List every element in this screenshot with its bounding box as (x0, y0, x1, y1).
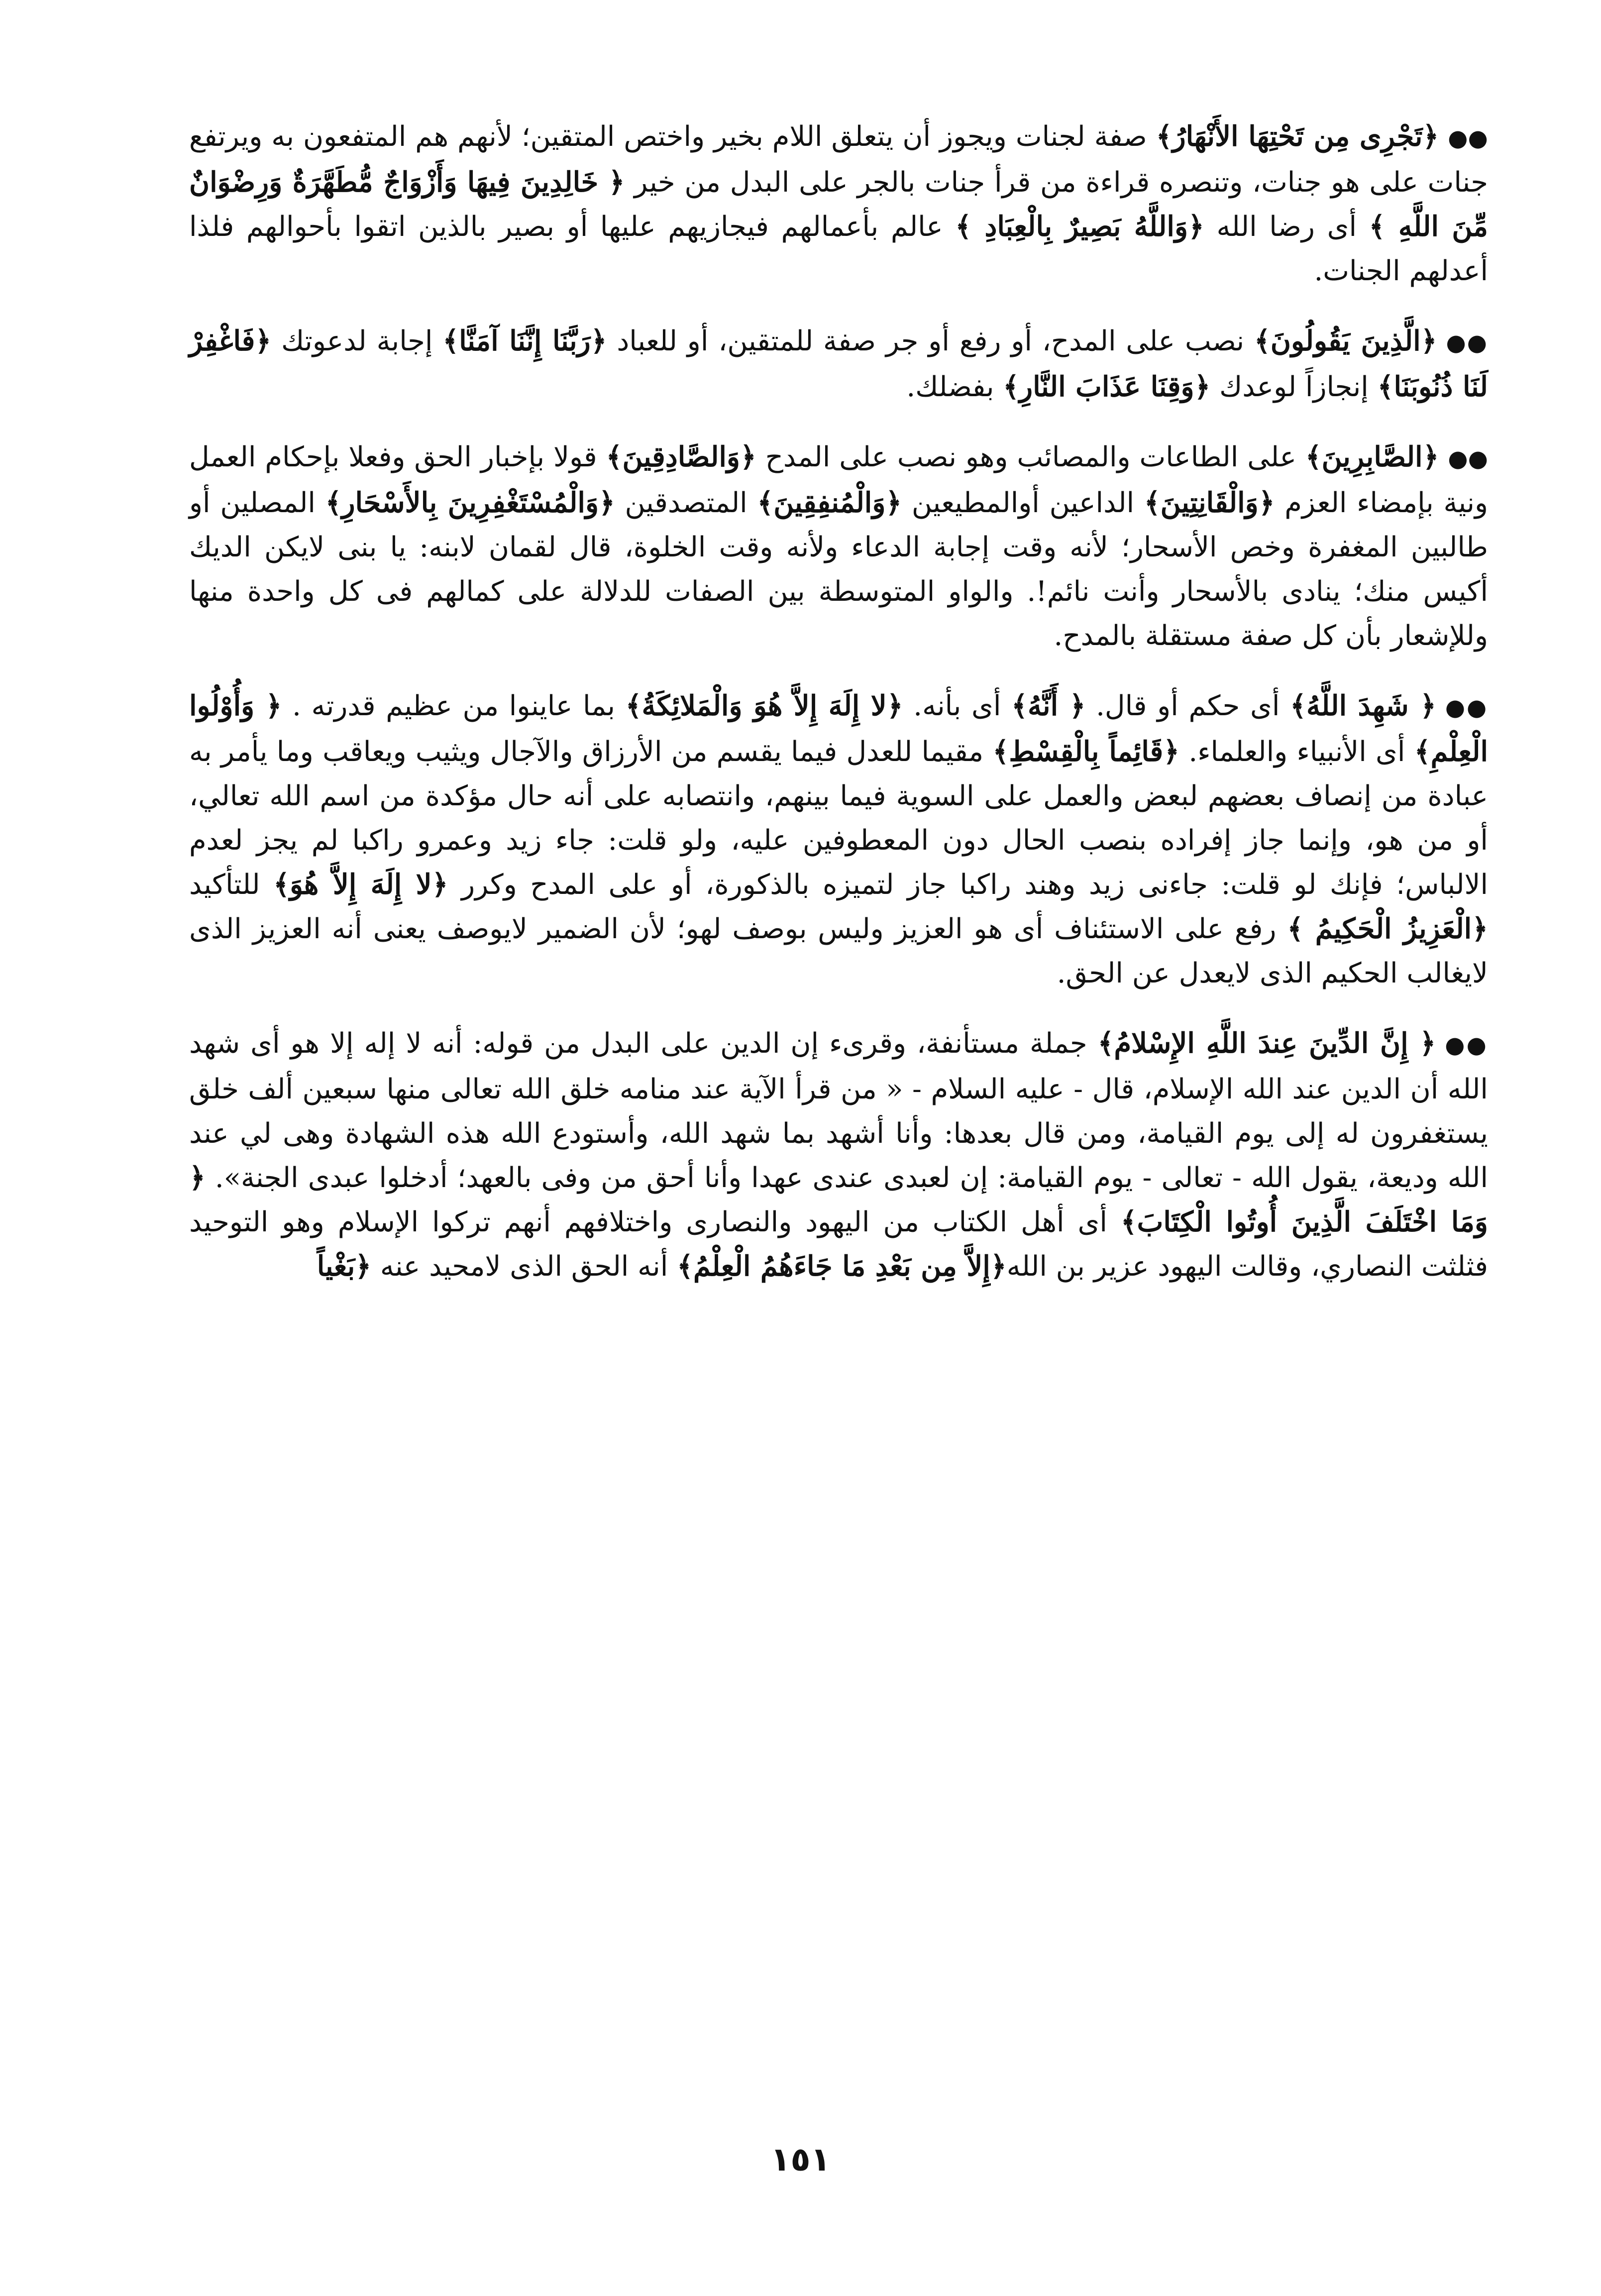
quran-verse: ﴿ شَهِدَ اللَّهُ﴾ (1290, 689, 1436, 722)
quran-verse: ﴿لا إِلَهَ إِلاَّ هُوَ﴾ (273, 868, 448, 901)
quran-verse: ﴿ وَمَا اخْتَلَفَ الَّذِينَ أُوتُوا الْكِتَابَ﴾ (189, 1161, 1488, 1238)
commentary-text: أى أهل الكتاب من اليهود والنصارى واختلافهم أنهم تركوا الإسلام وهو التوحيد فثلثت النصاري، وقالت اليهود عزير بن الله (189, 1206, 1488, 1283)
quran-verse: ﴿وَالْمُنفِقِينَ﴾ (757, 486, 902, 519)
bullet-marker: ●● (1448, 124, 1488, 151)
commentary-text: صفة لجنات ويجوز أن يتعلق اللام بخير واختص المتقين؛ لأنهم هم المتفعون به ويرتفع جنات على هو جنات، وتنصره قراءة من قرأ جنات بالجر على البدل من خير (189, 120, 1488, 199)
paragraph-5 (189, 1021, 1488, 1289)
paragraph-3 (189, 435, 1488, 658)
commentary-text: الداعين أوالمطيعين (902, 487, 1144, 519)
quran-verse: ﴿الْعَزِيزُ الْحَكِيمُ ﴾ (1287, 912, 1489, 945)
bullet-marker: ●● (1445, 694, 1489, 721)
quran-verse: ﴿فَاغْفِرْ لَنَا ذُنُوبَنَا﴾ (189, 325, 1488, 403)
commentary-text: المصلين أو طالبين المغفرة وخص الأسحار؛ لأنه وقت إجابة الدعاء ولأنه وقت الخلوة، قال لقمان لابنه: يا بنى لايكن الديك أكيس منك؛ ينادى بالأسحار وأنت نائم!. والواو المتوسطة بين الصفات للدلالة على كمالهم فى كل واحدة منها وللإشعار بأن كل صفة مستقلة بالمدح. (189, 487, 1488, 652)
commentary-text: أى حكم أو قال. (1085, 690, 1290, 722)
paragraph-2 (189, 319, 1488, 409)
quran-verse: ﴿قَائِماً بِالْقِسْطِ﴾ (992, 735, 1180, 768)
commentary-text: أى الأنبياء والعلماء. (1179, 736, 1414, 768)
bullet-marker: ●● (1446, 329, 1489, 356)
commentary-text: إجابة لدعوتك (271, 325, 443, 357)
commentary-text: على الطاعات والمصائب وهو نصب على المدح (756, 441, 1305, 473)
commentary-text: أى رضا الله (1204, 211, 1369, 243)
commentary-text: بفضلك. (906, 371, 1003, 403)
quran-verse: ﴿ إِنَّ الدِّينَ عِندَ اللَّهِ الإِسْلامُ﴾ (1097, 1027, 1436, 1060)
commentary-text: للتأكيد (189, 869, 274, 901)
quran-verse: ﴿وَالصَّادِقِينَ﴾ (606, 440, 756, 473)
quran-verse: ﴿الصَّابِرِينَ﴾ (1305, 440, 1439, 473)
commentary-text: أى بأنه. (903, 690, 1012, 722)
bullet-marker: ●● (1448, 445, 1488, 472)
quran-verse: ﴿وَالْقَانِتِينَ﴾ (1144, 486, 1275, 519)
quran-verse: ﴿إِلاَّ مِن بَعْدِ مَا جَاءَهُمُ الْعِلْمُ﴾ (677, 1250, 1007, 1283)
quran-verse: ﴿الَّذِينَ يَقُولُونَ﴾ (1254, 325, 1437, 357)
paragraph-4 (189, 684, 1488, 995)
commentary-text: نصب على المدح، أو رفع أو جر صفة للمتقين، أو للعباد (607, 325, 1255, 357)
commentary-text: رفع على الاستئناف أى هو العزيز وليس بوصف لهو؛ لأن الضمير لايوصف يعنى أنه العزيز الذى لايغالب الحكيم الذى لايعدل عن الحق. (189, 913, 1488, 989)
quran-verse: ﴿رَبَّنَا إِنَّنَا آمَنَّا﴾ (442, 325, 607, 357)
commentary-text: إنجازاً لوعدك (1210, 371, 1378, 403)
quran-verse: ﴿بَغْياً (317, 1250, 372, 1283)
quran-verse: ﴿وَقِنَا عَذَابَ النَّارِ﴾ (1003, 370, 1211, 403)
bullet-marker: ●● (1445, 1031, 1488, 1058)
page-body (189, 114, 1488, 1289)
quran-verse: ﴿ خَالِدِينَ فِيهَا وَأَزْوَاجٌ مُّطَهَّرَةٌ وَرِضْوَانٌ مِّنَ اللَّهِ ﴾ (189, 166, 1488, 243)
quran-verse: ﴿لا إِلَهَ إِلاَّ هُوَ وَالْمَلائِكَةُ﴾ (625, 689, 903, 722)
commentary-text: مقيما للعدل فيما يقسم من الأرزاق والآجال ويثيب ويعاقب وما يأمر به عبادة من إنصاف بعضهم لبعض والعمل على السوية فيما بينهم، وانتصابه على أنه حال مؤكدة من اسم الله تعالي، أو من هو، وإنما جاز إفراده بنصب الحال دون المعطوفين عليه، ولو قلت: جاء زيد وعمرو راكبا لم يجز لعدم الالباس؛ فإنك لو قلت: جاءنى زيد وهند راكبا جاز لتميزه بالذكورة، أو على المدح وكرر (189, 736, 1488, 901)
commentary-text: أنه الحق الذى لامحيد عنه (371, 1250, 677, 1283)
quran-verse: ﴿ وَأُوْلُوا الْعِلْمِ﴾ (189, 689, 1489, 768)
commentary-text: بما عاينوا من عظيم قدرته . (282, 690, 626, 722)
quran-verse: ﴿وَالْمُسْتَغْفِرِينَ بِالأَسْحَارِ﴾ (325, 486, 615, 519)
quran-verse: ﴿وَاللَّهُ بَصِيرٌ بِالْعِبَادِ ﴾ (955, 210, 1204, 243)
commentary-text: عالم بأعمالهم فيجازيهم عليها أو بصير بالذين اتقوا بأحوالهم فلذا أعدلهم الجنات. (189, 211, 1488, 287)
commentary-text: المتصدقين (615, 487, 757, 519)
paragraph-1 (189, 114, 1488, 293)
page-number: ١٥١ (770, 2140, 831, 2179)
quran-verse: ﴿ أَنَّهُ﴾ (1011, 689, 1086, 722)
commentary-text: قولا بإخبار الحق وفعلا بإحكام العمل ونية بإمضاء العزم (189, 441, 1489, 519)
quran-verse: ﴿تَجْرِى مِن تَحْتِهَا الأَنْهَارُ﴾ (1156, 120, 1439, 153)
commentary-text: جملة مستأنفة، وقرىء إن الدين على البدل من قوله: أنه لا إله إلا هو أى شهد الله أن الدين عند الله الإسلام، قال - عليه السلام - « من قرأ الآية عند منامه خلق الله تعالى منها سبعين ألف خلق يستغفرون له إلى يوم القيامة، ومن قال بعدها: وأنا أشهد بما شهد الله، وأستودع الله هذه الشهادة وهى لي عند الله وديعة، يقول الله - تعالى - يوم القيامة: إن لعبدى عندى عهدا وأنا أحق من وفى بالعهد؛ أدخلوا عبدى الجنة». (189, 1027, 1489, 1194)
